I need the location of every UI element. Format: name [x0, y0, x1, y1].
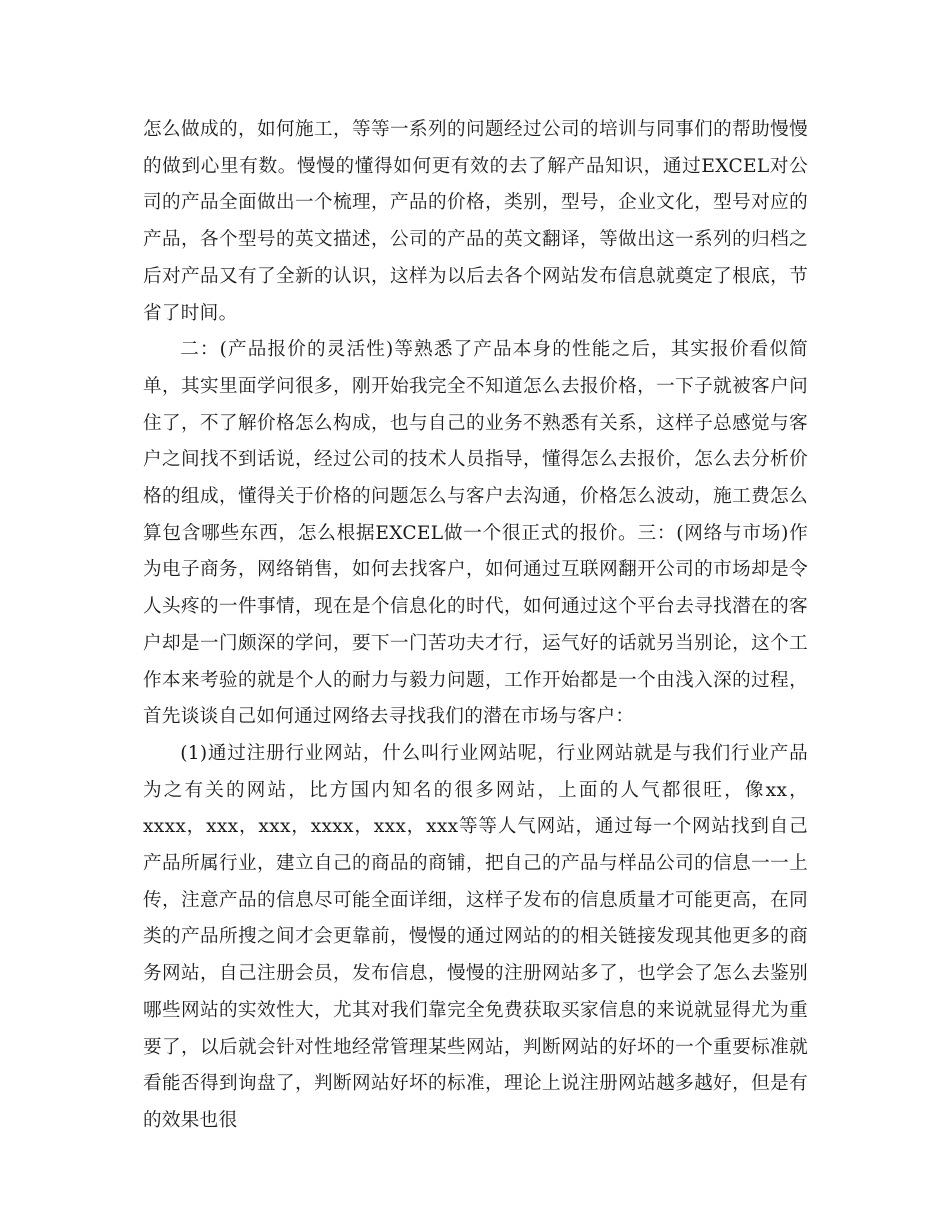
paragraph-industry-websites: (1)通过注册行业网站，什么叫行业网站呢，行业网站就是与我们行业产品为之有关的网站，比方国内知名的很多网站，上面的人气都很旺，像xx，xxxx，xxx，xxx，xxxx，xxx，xxx等等人气网站，通过每一个网站找到自己产品所属行业，建立自己的商品的商铺，把自己的产品与样品公司的信息一一上传，注意产品的信息尽可能全面详细，这样子发布的信息质量才可能更高，在同类的产品所搜之间才会更靠前，慢慢的通过网站的的相关链接发现其他更多的商务网站，自己注册会员，发布信息，慢慢的注册网站多了，也学会了怎么去鉴别哪些网站的实效性大，尤其对我们靠完全免费获取买家信息的来说就显得尤为重要了，以后就会针对性地经常管理某些网站，判断网站的好坏的一个重要标准就看能否得到询盘了，判断网站好坏的标准，理论上说注册网站越多越好，但是有的效果也很	[143, 742, 808, 1131]
paragraph-pricing-and-market: 二：(产品报价的灵活性)等熟悉了产品本身的性能之后，其实报价看似简单，其实里面学问很多，刚开始我完全不知道怎么去报价格，一下子就被客户问住了，不了解价格怎么构成，也与自己的业务不熟悉有关系，这样子总感觉与客户之间找不到话说，经过公司的技术人员指导，懂得怎么去报价，怎么去分析价格的组成，懂得关于价格的问题怎么与客户去沟通，价格怎么波动，施工费怎么算包含哪些东西，怎么根据EXCEL做一个很正式的报价。三：(网络与市场)作为电子商务，网络销售，如何去找客户，如何通过互联网翻开公司的市场却是令人头疼的一件事情，现在是个信息化的时代，如何通过这个平台去寻找潜在的客户却是一门颇深的学问，要下一门苦功夫才行，运气好的话就另当别论，这个工作本来考验的就是个人的耐力与毅力问题，工作开始都是一个由浅入深的过程，首先谈谈自己如何通过网络去寻找我们的潜在市场与客户：	[143, 339, 808, 728]
paragraph-product-knowledge: 怎么做成的，如何施工，等等一系列的问题经过公司的培训与同事们的帮助慢慢的做到心里有数。慢慢的懂得如何更有效的去了解产品知识，通过EXCEL对公司的产品全面做出一个梳理，产品的价格，类别，型号，企业文化，型号对应的产品，各个型号的英文描述，公司的产品的英文翻译，等做出这一系列的归档之后对产品又有了全新的认识，这样为以后去各个网站发布信息就奠定了根底，节省了时间。	[143, 119, 808, 324]
body-text	[143, 112, 808, 1140]
